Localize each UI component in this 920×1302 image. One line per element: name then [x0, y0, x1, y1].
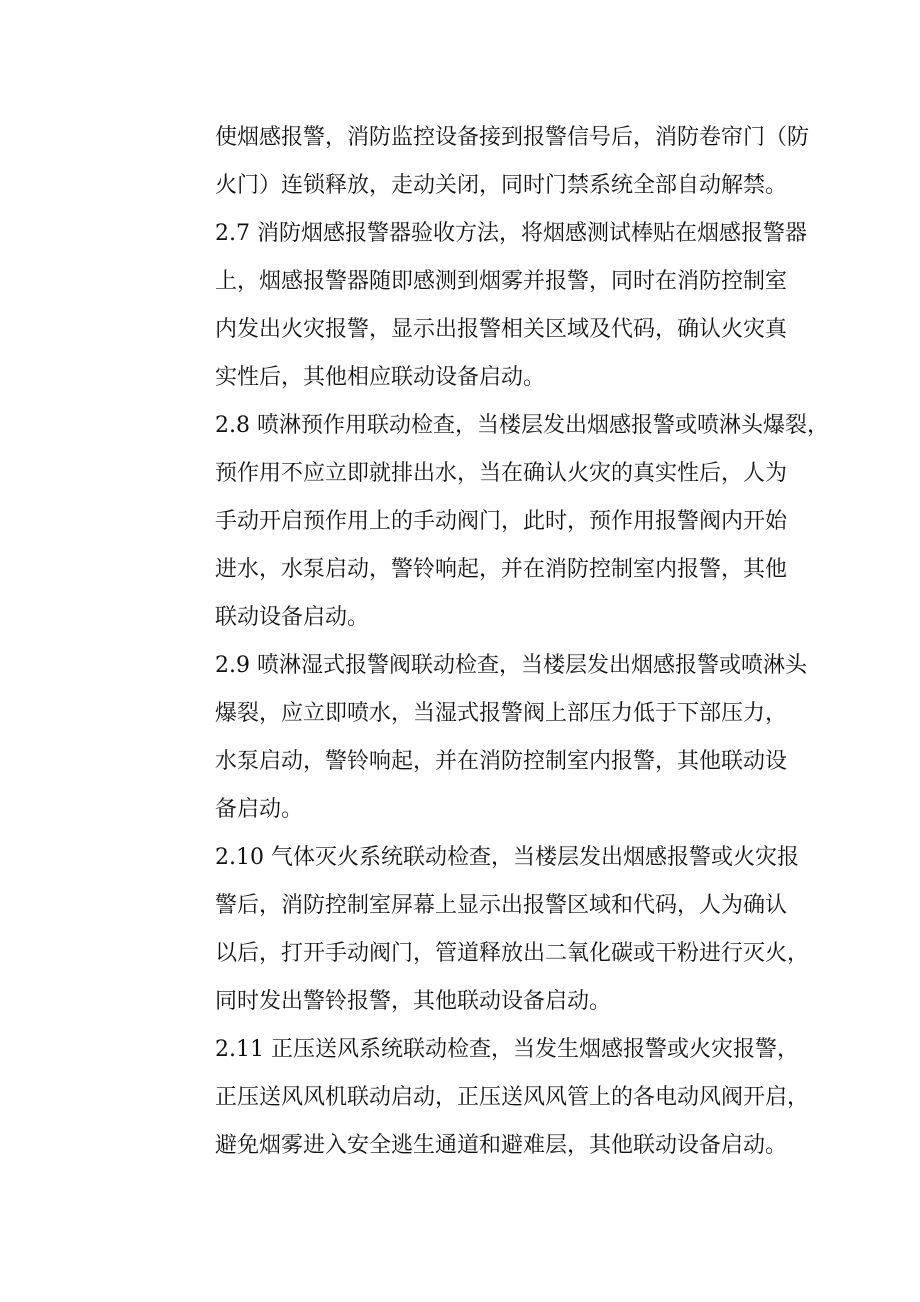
- section-2-9-heading-line: 2.9 喷淋湿式报警阀联动检查，当楼层发出烟感报警或喷淋头: [215, 653, 807, 678]
- body-text: [215, 114, 829, 1170]
- text-line: 火门）连锁释放，走动关闭，同时门禁系统全部自动解禁。: [215, 173, 788, 198]
- section-2-7-heading-line: 2.7 消防烟感报警器验收方法，将烟感测试棒贴在烟感报警器: [215, 221, 807, 246]
- text-line: 以后，打开手动阀门，管道释放出二氧化碳或干粉进行灭火，: [215, 941, 810, 966]
- text-line: 内发出火灾报警，显示出报警相关区域及代码，确认火灾真: [215, 317, 788, 342]
- section-2-8-heading-line: 2.8 喷淋预作用联动检查，当楼层发出烟感报警或喷淋头爆裂，: [215, 413, 829, 438]
- text-line: 正压送风风机联动启动，正压送风风管上的各电动风阀开启，: [215, 1085, 810, 1110]
- text-line: 联动设备启动。: [215, 605, 370, 630]
- text-line: 水泵启动，警铃响起，并在消防控制室内报警，其他联动设: [215, 749, 788, 774]
- text-line: 使烟感报警，消防监控设备接到报警信号后，消防卷帘门（防: [215, 125, 810, 150]
- section-2-11-heading-line: 2.11 正压送风系统联动检查，当发生烟感报警或火灾报警，: [215, 1037, 799, 1062]
- text-line: 手动开启预作用上的手动阀门，此时，预作用报警阀内开始: [215, 509, 788, 534]
- text-line: 同时发出警铃报警，其他联动设备启动。: [215, 989, 612, 1014]
- text-line: 上，烟感报警器随即感测到烟雾并报警，同时在消防控制室: [215, 269, 788, 294]
- text-line: 爆裂，应立即喷水，当湿式报警阀上部压力低于下部压力，: [215, 701, 788, 726]
- text-line: 警后，消防控制室屏幕上显示出报警区域和代码，人为确认: [215, 893, 788, 918]
- text-line: 备启动。: [215, 797, 304, 822]
- text-line: 实性后，其他相应联动设备启动。: [215, 365, 546, 390]
- text-line: 避免烟雾进入安全逃生通道和避难层，其他联动设备启动。: [215, 1133, 788, 1158]
- text-line: 预作用不应立即就排出水，当在确认火灾的真实性后，人为: [215, 461, 788, 486]
- text-line: 进水，水泵启动，警铃响起，并在消防控制室内报警，其他: [215, 557, 788, 582]
- section-2-10-heading-line: 2.10 气体灭火系统联动检查，当楼层发出烟感报警或火灾报: [215, 845, 799, 870]
